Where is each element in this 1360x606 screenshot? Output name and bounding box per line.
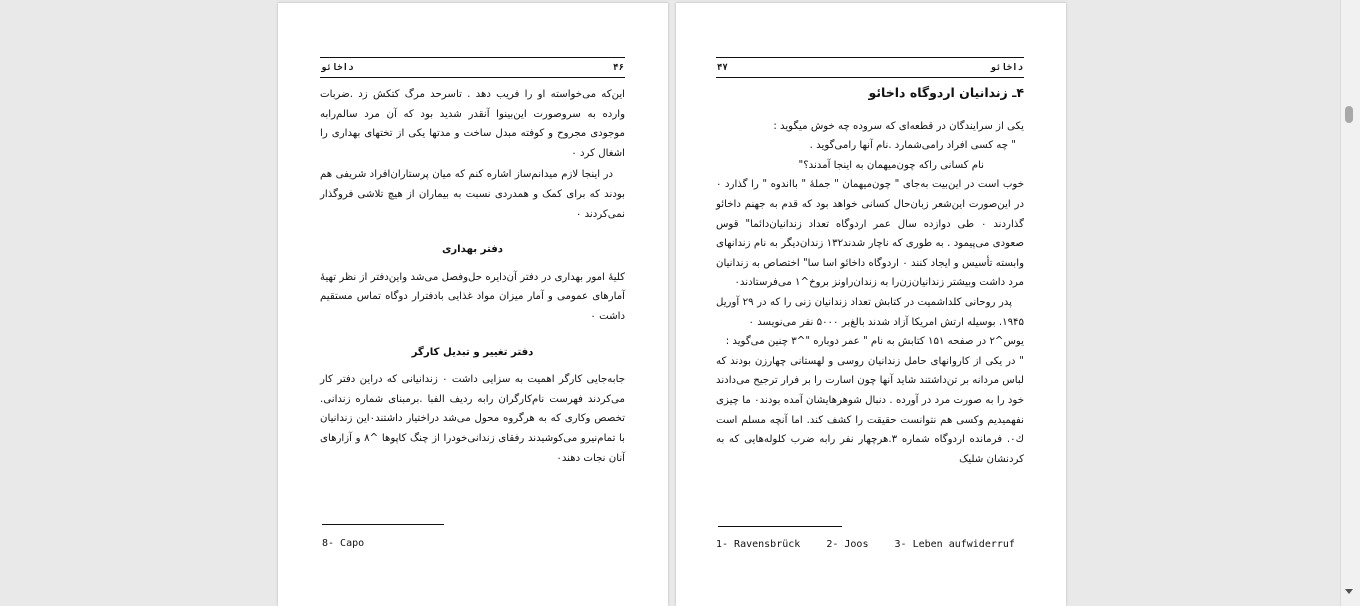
- quoted-paragraph: " در یکی از کاروانهای حامل زندانیان روسی و لهستانی چهارزن بودند که لباس مردانه بر تن‌داشتند شاید آنها چون اسارت را بر فرار ترجیح می‌دادند خود را به صورت مرد در آورده . دنبال شوهرهایشان آمده بودند٠ ما چیزی نفهمیدیم وکسی هم نتوانست حقیقت را کشف کند. اما آنچه مسلم است ك٠. فرمانده اردوگاه شماره ۳.هرچهار نفر رابه ضرب کلوله‌هایی که به کردنشان شلیک: [716, 355, 1024, 465]
- page-number: ۴۶: [613, 62, 624, 73]
- paragraph: پدر روحانی کلداشمیت در کتابش تعداد زندانیان زنی را که در ۲۹ آوریل ۱۹۴۵. بوسیله ارتش امریکا آزاد شدند بالغ‌بر ۵۰۰۰ نفر می‌نویسد ٠: [716, 296, 1024, 328]
- section-heading: دفتر بهداری: [441, 244, 504, 256]
- running-header: [320, 57, 625, 78]
- paragraph: خوب است در این‌بیت به‌جای " چون‌میهمان " جملهٔ " بااندوه " را گذارد ٠ در این‌صورت این‌شعر زبان‌حال کسانی خواهد بود که قدم به جهنم داخائو گذاردند ٠ طی دوازده سال عمر اردوگاه تعداد زندانیان‌دائما" قوس صعودی می‌پیمود . به طوری که ناچار شدند۱۳۲ زندان‌دیگر به نام زندانهای وابسته تأسیس و ایجاد کنند ٠ اردوگاه داخائو اسا سا" اختصاص به زندانیان مرد داشت وبیشتر زندانیان‌زن‌را به زندان‌راونز بروخ^۱ می‌فرستادند٠: [716, 179, 1025, 289]
- scrollbar-thumb[interactable]: [1345, 106, 1353, 123]
- paragraph: کلیهٔ امور بهداری در دفتر آن‌دایره حل‌وفصل می‌شد واین‌دفتر از نظر تهیهٔ آمارهای عمومی و آمار میزان مواد غذایی بادفترار دوگاه تماس مستقیم داشت ٠: [320, 271, 625, 322]
- paragraph: یکی از سرایندگان در قطعه‌ای که سروده چه خوش میگوید :: [773, 120, 1024, 132]
- paragraph: در اینجا لازم میدانم‌ساز اشاره کنم که میان پرستاران‌افراد شریفی هم بودند که برای کمک و همدردی نسبت به بیماران از هیچ تلاشی فروگذار نمی‌کردند ٠: [320, 169, 625, 220]
- scroll-down-arrow-icon[interactable]: [1345, 589, 1353, 594]
- verse-line: نام کسانی راکه چون‌میهمان به اینجا آمدند؟": [798, 159, 984, 171]
- footnote-rule: [718, 526, 842, 527]
- footnote: 1- Ravensbrück: [716, 539, 801, 550]
- vertical-scrollbar[interactable]: [1340, 0, 1360, 606]
- page-body: [716, 83, 1024, 469]
- page-46: [278, 3, 668, 606]
- header-title: داخائو: [990, 62, 1023, 73]
- page-47: [676, 3, 1066, 606]
- header-title: داخائو: [321, 62, 354, 73]
- section-heading: دفتر تغییر و تبدیل کارگر: [411, 346, 534, 358]
- paragraph: یوس^۲ در صفحه ۱۵۱ کتابش به نام " عمر دوباره "^۳ چنین می‌گوید :: [725, 336, 1024, 348]
- page-body: [320, 85, 625, 468]
- paragraph: جابه‌جایی کارگر اهمیت به سزایی داشت ٠ زندانیانی که دراین دفتر کار می‌کردند فهرست نام‌کارگران رابه ردیف الفبا .برمبنای شماره زندانی. تخصص وکاری که به هرگروه محول می‌شد دراختیار داشتند٠این زندانیان با تمام‌نیرو می‌کوشیدند رفقای زندانی‌خودرا از چنگ کاپوها ^۸ و آزارهای آنان نجات دهند٠: [320, 374, 626, 464]
- running-header: [716, 57, 1024, 78]
- footnote: 2- Joos: [826, 539, 869, 550]
- verse-line: " چه کسی افراد رامی‌شمارد .نام آنها رامی‌گوید .: [809, 140, 1016, 152]
- footnote: 3- Leben aufwiderruf: [894, 539, 1015, 550]
- footnote: 8- Capo: [322, 538, 365, 549]
- footnotes: [716, 539, 1015, 550]
- paragraph: این‌که می‌خواسته او را فریب دهد . تاسرحد مرگ کتکش زد .ضربات وارده به سروصورت این‌بینوا آنقدر شدید بود که آن مرد سالم‌رابه موجودی مجروح و کوفته مبدل ساخت و مدتها یکی از تختهای بهداری را اشغال کرد ٠: [320, 89, 625, 159]
- page-number: ۴۷: [717, 62, 728, 73]
- chapter-title: ۴ـ زندانیان اردوگاه داخائو: [868, 85, 1024, 100]
- footnote-rule: [322, 524, 444, 525]
